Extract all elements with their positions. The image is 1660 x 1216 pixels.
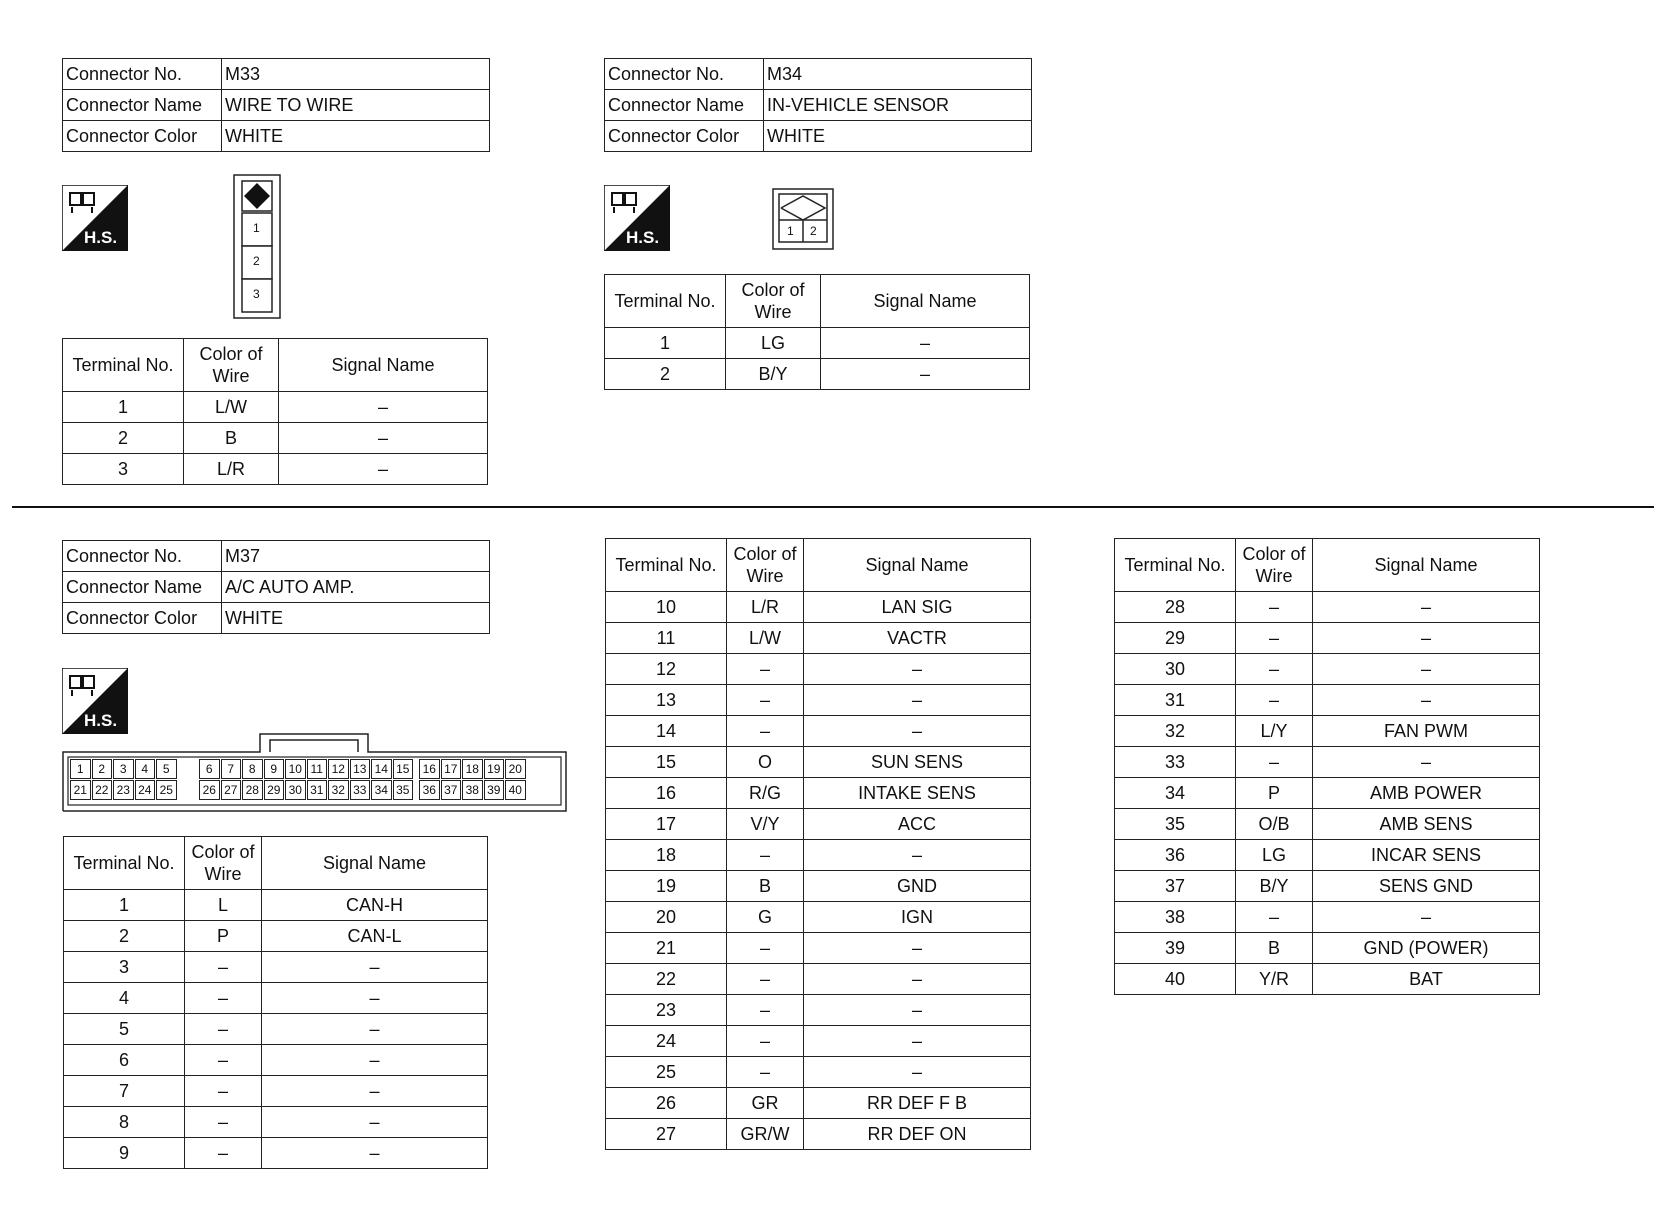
terminal-cell: 39: [1115, 933, 1236, 964]
terminal-cell: 28: [1115, 592, 1236, 623]
wire-color-cell: L/W: [727, 623, 804, 654]
pin-3: 3: [253, 287, 260, 301]
signal-name-cell: AMB SENS: [1313, 809, 1540, 840]
table-row: [606, 840, 1031, 871]
wire-color-cell: B/Y: [1236, 871, 1313, 902]
signal-name-cell: –: [804, 685, 1031, 716]
signal-name-cell: –: [804, 840, 1031, 871]
terminal-no-header: Terminal No.: [606, 539, 727, 592]
table-row: [605, 328, 1030, 359]
hs-label: H.S.: [84, 228, 118, 247]
hs-icon: [62, 185, 126, 249]
table-row: [64, 1014, 488, 1045]
table-row: [64, 983, 488, 1014]
pin-cell: 8: [242, 759, 263, 779]
connector-no-value: M34: [764, 59, 1032, 90]
terminal-cell: 15: [606, 747, 727, 778]
color-of-wire-header: Color of Wire: [1236, 539, 1313, 592]
signal-name-cell: –: [1313, 592, 1540, 623]
terminal-cell: 1: [64, 890, 185, 921]
signal-name-cell: –: [262, 1107, 488, 1138]
connector-no-value: M37: [222, 541, 490, 572]
signal-name-cell: CAN-H: [262, 890, 488, 921]
terminal-cell: 27: [606, 1119, 727, 1150]
m34-terminal-table: [604, 274, 1030, 390]
header-row: [606, 539, 1031, 592]
wire-color-cell: L/R: [727, 592, 804, 623]
table-row: [606, 902, 1031, 933]
connector-color-label: Connector Color: [605, 121, 764, 152]
connector-no-label: Connector No.: [605, 59, 764, 90]
table-row: [1115, 871, 1540, 902]
signal-name-cell: FAN PWM: [1313, 716, 1540, 747]
color-of-wire-header: Color of Wire: [727, 539, 804, 592]
pin-1: 1: [787, 224, 794, 238]
connector-color-value: WHITE: [222, 121, 490, 152]
table-row: [1115, 809, 1540, 840]
terminal-cell: 32: [1115, 716, 1236, 747]
connector-name-row: [63, 572, 490, 603]
table-row: [606, 716, 1031, 747]
wire-color-cell: L: [185, 890, 262, 921]
wire-color-cell: LG: [726, 328, 821, 359]
pin-cell: 27: [221, 780, 242, 800]
signal-name-header: Signal Name: [262, 837, 488, 890]
wire-color-cell: L/R: [184, 454, 279, 485]
wire-color-cell: B/Y: [726, 359, 821, 390]
terminal-cell: 37: [1115, 871, 1236, 902]
table-row: [64, 952, 488, 983]
pin-cell: 18: [462, 759, 483, 779]
terminal-no-header: Terminal No.: [1115, 539, 1236, 592]
connector-name-value: A/C AUTO AMP.: [222, 572, 490, 603]
signal-name-cell: ACC: [804, 809, 1031, 840]
signal-name-cell: SUN SENS: [804, 747, 1031, 778]
wire-color-cell: O: [727, 747, 804, 778]
m37-connector-info: [62, 540, 490, 634]
signal-name-cell: –: [262, 983, 488, 1014]
pin-cell: 9: [264, 759, 285, 779]
terminal-cell: 38: [1115, 902, 1236, 933]
wire-color-cell: –: [727, 964, 804, 995]
terminal-cell: 18: [606, 840, 727, 871]
wire-color-cell: –: [727, 995, 804, 1026]
signal-name-header: Signal Name: [804, 539, 1031, 592]
terminal-cell: 11: [606, 623, 727, 654]
terminal-cell: 2: [64, 921, 185, 952]
m33-connector-face: [233, 174, 281, 324]
signal-name-cell: BAT: [1313, 964, 1540, 995]
terminal-cell: 3: [64, 952, 185, 983]
wire-color-cell: –: [185, 983, 262, 1014]
pin-cell: 35: [393, 780, 414, 800]
header-row: [63, 339, 488, 392]
terminal-cell: 33: [1115, 747, 1236, 778]
signal-name-cell: AMB POWER: [1313, 778, 1540, 809]
terminal-cell: 8: [64, 1107, 185, 1138]
pin-cell: 17: [441, 759, 462, 779]
connector-color-label: Connector Color: [63, 121, 222, 152]
table-row: [64, 1107, 488, 1138]
table-row: [606, 933, 1031, 964]
connector-color-row: [605, 121, 1032, 152]
table-row: [606, 1088, 1031, 1119]
signal-name-cell: VACTR: [804, 623, 1031, 654]
terminal-cell: 36: [1115, 840, 1236, 871]
terminal-cell: 3: [63, 454, 184, 485]
hs-label: H.S.: [84, 711, 118, 730]
terminal-cell: 31: [1115, 685, 1236, 716]
table-row: [606, 1026, 1031, 1057]
pin-cell: 14: [371, 759, 392, 779]
signal-name-cell: –: [804, 1057, 1031, 1088]
wire-color-cell: L/W: [184, 392, 279, 423]
connector-color-label: Connector Color: [63, 603, 222, 634]
connector-no-row: [63, 541, 490, 572]
signal-name-cell: INCAR SENS: [1313, 840, 1540, 871]
m37-terminal-table-3: [1114, 538, 1540, 995]
wire-color-cell: GR: [727, 1088, 804, 1119]
terminal-cell: 13: [606, 685, 727, 716]
wire-color-cell: L/Y: [1236, 716, 1313, 747]
pin-cell: 2: [92, 759, 113, 779]
wire-color-cell: LG: [1236, 840, 1313, 871]
terminal-cell: 2: [605, 359, 726, 390]
signal-name-cell: –: [804, 933, 1031, 964]
terminal-no-header: Terminal No.: [63, 339, 184, 392]
color-of-wire-header: Color of Wire: [184, 339, 279, 392]
signal-name-cell: INTAKE SENS: [804, 778, 1031, 809]
m37-connector-face: [62, 732, 567, 812]
hs-icon: [62, 668, 126, 732]
pin-cell: 5: [156, 759, 177, 779]
wire-color-cell: –: [1236, 902, 1313, 933]
table-row: [64, 921, 488, 952]
pin-cell: 36: [419, 780, 440, 800]
pin-cell: 22: [92, 780, 113, 800]
wire-color-cell: –: [727, 933, 804, 964]
signal-name-cell: –: [1313, 747, 1540, 778]
table-row: [1115, 747, 1540, 778]
pin-cell: 40: [505, 780, 526, 800]
pin-cell: 20: [505, 759, 526, 779]
signal-name-cell: –: [804, 1026, 1031, 1057]
signal-name-header: Signal Name: [1313, 539, 1540, 592]
table-row: [606, 809, 1031, 840]
table-row: [606, 871, 1031, 902]
connector-no-row: [63, 59, 490, 90]
terminal-cell: 26: [606, 1088, 727, 1119]
signal-name-header: Signal Name: [279, 339, 488, 392]
m34-connector-face: [772, 188, 834, 255]
signal-name-cell: –: [262, 1076, 488, 1107]
wire-color-cell: –: [185, 1107, 262, 1138]
pin-cell: 16: [419, 759, 440, 779]
table-row: [1115, 840, 1540, 871]
signal-name-cell: CAN-L: [262, 921, 488, 952]
signal-name-cell: GND: [804, 871, 1031, 902]
terminal-cell: 40: [1115, 964, 1236, 995]
table-row: [1115, 902, 1540, 933]
wire-color-cell: –: [727, 685, 804, 716]
terminal-cell: 1: [63, 392, 184, 423]
wire-color-cell: –: [185, 952, 262, 983]
header-row: [605, 275, 1030, 328]
wire-color-cell: –: [727, 1026, 804, 1057]
connector-no-value: M33: [222, 59, 490, 90]
signal-name-cell: –: [262, 1138, 488, 1169]
pin-cell: 31: [307, 780, 328, 800]
signal-name-cell: –: [279, 392, 488, 423]
terminal-cell: 6: [64, 1045, 185, 1076]
table-row: [606, 592, 1031, 623]
table-row: [606, 1057, 1031, 1088]
connector-name-row: [605, 90, 1032, 121]
pin-1: 1: [253, 221, 260, 235]
hs-label: H.S.: [626, 228, 660, 247]
pin-cell: 23: [113, 780, 134, 800]
connector-color-row: [63, 121, 490, 152]
color-of-wire-header: Color of Wire: [726, 275, 821, 328]
wire-color-cell: B: [727, 871, 804, 902]
terminal-cell: 5: [64, 1014, 185, 1045]
m34-connector-info: [604, 58, 1032, 152]
section-divider: [12, 506, 1654, 508]
connector-no-label: Connector No.: [63, 541, 222, 572]
connector-name-label: Connector Name: [63, 572, 222, 603]
signal-name-cell: –: [1313, 654, 1540, 685]
pin-cell: 33: [350, 780, 371, 800]
wire-color-cell: P: [185, 921, 262, 952]
table-row: [606, 623, 1031, 654]
m33-terminal-table: [62, 338, 488, 485]
wire-color-cell: B: [184, 423, 279, 454]
connector-color-value: WHITE: [222, 603, 490, 634]
pin-cell: 11: [307, 759, 328, 779]
pin-cell: 32: [328, 780, 349, 800]
wire-color-cell: –: [1236, 747, 1313, 778]
terminal-no-header: Terminal No.: [64, 837, 185, 890]
terminal-cell: 23: [606, 995, 727, 1026]
wire-color-cell: –: [185, 1138, 262, 1169]
connector-color-row: [63, 603, 490, 634]
terminal-cell: 2: [63, 423, 184, 454]
table-row: [1115, 654, 1540, 685]
terminal-cell: 25: [606, 1057, 727, 1088]
pin-cell: 24: [135, 780, 156, 800]
wire-color-cell: G: [727, 902, 804, 933]
wire-color-cell: V/Y: [727, 809, 804, 840]
table-row: [606, 778, 1031, 809]
terminal-cell: 22: [606, 964, 727, 995]
connector-color-value: WHITE: [764, 121, 1032, 152]
table-row: [64, 890, 488, 921]
table-row: [606, 995, 1031, 1026]
signal-name-header: Signal Name: [821, 275, 1030, 328]
terminal-cell: 34: [1115, 778, 1236, 809]
wire-color-cell: B: [1236, 933, 1313, 964]
color-of-wire-header: Color of Wire: [185, 837, 262, 890]
pin-cell: 29: [264, 780, 285, 800]
signal-name-cell: –: [1313, 902, 1540, 933]
signal-name-cell: IGN: [804, 902, 1031, 933]
table-row: [1115, 592, 1540, 623]
pin-cell: 19: [484, 759, 505, 779]
wire-color-cell: –: [727, 654, 804, 685]
table-row: [606, 685, 1031, 716]
signal-name-cell: –: [262, 1014, 488, 1045]
wire-color-cell: O/B: [1236, 809, 1313, 840]
pin-cell: 1: [70, 759, 91, 779]
wire-color-cell: –: [185, 1045, 262, 1076]
pin-cell: 25: [156, 780, 177, 800]
m33-connector-info: [62, 58, 490, 152]
signal-name-cell: –: [262, 1045, 488, 1076]
pin-cell: 13: [350, 759, 371, 779]
terminal-cell: 16: [606, 778, 727, 809]
header-row: [1115, 539, 1540, 592]
terminal-cell: 7: [64, 1076, 185, 1107]
wire-color-cell: –: [1236, 654, 1313, 685]
hs-icon: [604, 185, 668, 249]
wire-color-cell: –: [1236, 685, 1313, 716]
connector-name-row: [63, 90, 490, 121]
table-row: [64, 1045, 488, 1076]
signal-name-cell: –: [279, 423, 488, 454]
table-row: [1115, 964, 1540, 995]
terminal-no-header: Terminal No.: [605, 275, 726, 328]
header-row: [64, 837, 488, 890]
table-row: [63, 423, 488, 454]
terminal-cell: 29: [1115, 623, 1236, 654]
pin-cell: 4: [135, 759, 156, 779]
terminal-cell: 35: [1115, 809, 1236, 840]
signal-name-cell: –: [804, 995, 1031, 1026]
wire-color-cell: P: [1236, 778, 1313, 809]
table-row: [1115, 623, 1540, 654]
table-row: [63, 454, 488, 485]
table-row: [1115, 933, 1540, 964]
terminal-cell: 24: [606, 1026, 727, 1057]
signal-name-cell: –: [804, 716, 1031, 747]
pin-cell: 10: [285, 759, 306, 779]
table-row: [606, 654, 1031, 685]
signal-name-cell: –: [821, 359, 1030, 390]
terminal-cell: 4: [64, 983, 185, 1014]
table-row: [63, 392, 488, 423]
wire-color-cell: R/G: [727, 778, 804, 809]
connector-name-value: WIRE TO WIRE: [222, 90, 490, 121]
connector-name-value: IN-VEHICLE SENSOR: [764, 90, 1032, 121]
connector-name-label: Connector Name: [605, 90, 764, 121]
terminal-cell: 21: [606, 933, 727, 964]
table-row: [64, 1138, 488, 1169]
wire-color-cell: –: [185, 1076, 262, 1107]
connector-name-label: Connector Name: [63, 90, 222, 121]
wire-color-cell: –: [727, 840, 804, 871]
signal-name-cell: –: [1313, 623, 1540, 654]
pin-cell: 30: [285, 780, 306, 800]
m37-terminal-table-2: [605, 538, 1031, 1150]
pin-cell: 39: [484, 780, 505, 800]
m37-terminal-table-1: [63, 836, 488, 1169]
wire-color-cell: –: [1236, 623, 1313, 654]
wire-color-cell: –: [185, 1014, 262, 1045]
pin-cell: 3: [113, 759, 134, 779]
wire-color-cell: GR/W: [727, 1119, 804, 1150]
signal-name-cell: LAN SIG: [804, 592, 1031, 623]
pin-cell: 15: [393, 759, 414, 779]
table-row: [64, 1076, 488, 1107]
signal-name-cell: RR DEF ON: [804, 1119, 1031, 1150]
table-row: [605, 359, 1030, 390]
pin-cell: 37: [441, 780, 462, 800]
pin-2: 2: [810, 224, 817, 238]
signal-name-cell: –: [262, 952, 488, 983]
connector-no-label: Connector No.: [63, 59, 222, 90]
terminal-cell: 20: [606, 902, 727, 933]
connector-no-row: [605, 59, 1032, 90]
signal-name-cell: –: [821, 328, 1030, 359]
signal-name-cell: –: [1313, 685, 1540, 716]
wire-color-cell: –: [727, 1057, 804, 1088]
table-row: [1115, 716, 1540, 747]
signal-name-cell: RR DEF F B: [804, 1088, 1031, 1119]
terminal-cell: 30: [1115, 654, 1236, 685]
terminal-cell: 10: [606, 592, 727, 623]
terminal-cell: 17: [606, 809, 727, 840]
wire-color-cell: –: [727, 716, 804, 747]
pin-cell: 28: [242, 780, 263, 800]
table-row: [606, 1119, 1031, 1150]
pin-2: 2: [253, 254, 260, 268]
pin-cell: 38: [462, 780, 483, 800]
pin-cell: 12: [328, 759, 349, 779]
terminal-cell: 14: [606, 716, 727, 747]
pin-cell: 34: [371, 780, 392, 800]
terminal-cell: 12: [606, 654, 727, 685]
terminal-cell: 9: [64, 1138, 185, 1169]
signal-name-cell: SENS GND: [1313, 871, 1540, 902]
pin-cell: 21: [70, 780, 91, 800]
table-row: [606, 747, 1031, 778]
signal-name-cell: –: [804, 654, 1031, 685]
signal-name-cell: –: [804, 964, 1031, 995]
terminal-cell: 1: [605, 328, 726, 359]
table-row: [1115, 685, 1540, 716]
wire-color-cell: Y/R: [1236, 964, 1313, 995]
wire-color-cell: –: [1236, 592, 1313, 623]
terminal-cell: 19: [606, 871, 727, 902]
signal-name-cell: –: [279, 454, 488, 485]
table-row: [1115, 778, 1540, 809]
table-row: [606, 964, 1031, 995]
pin-cell: 26: [199, 780, 220, 800]
signal-name-cell: GND (POWER): [1313, 933, 1540, 964]
pin-cell: 6: [199, 759, 220, 779]
pin-cell: 7: [221, 759, 242, 779]
